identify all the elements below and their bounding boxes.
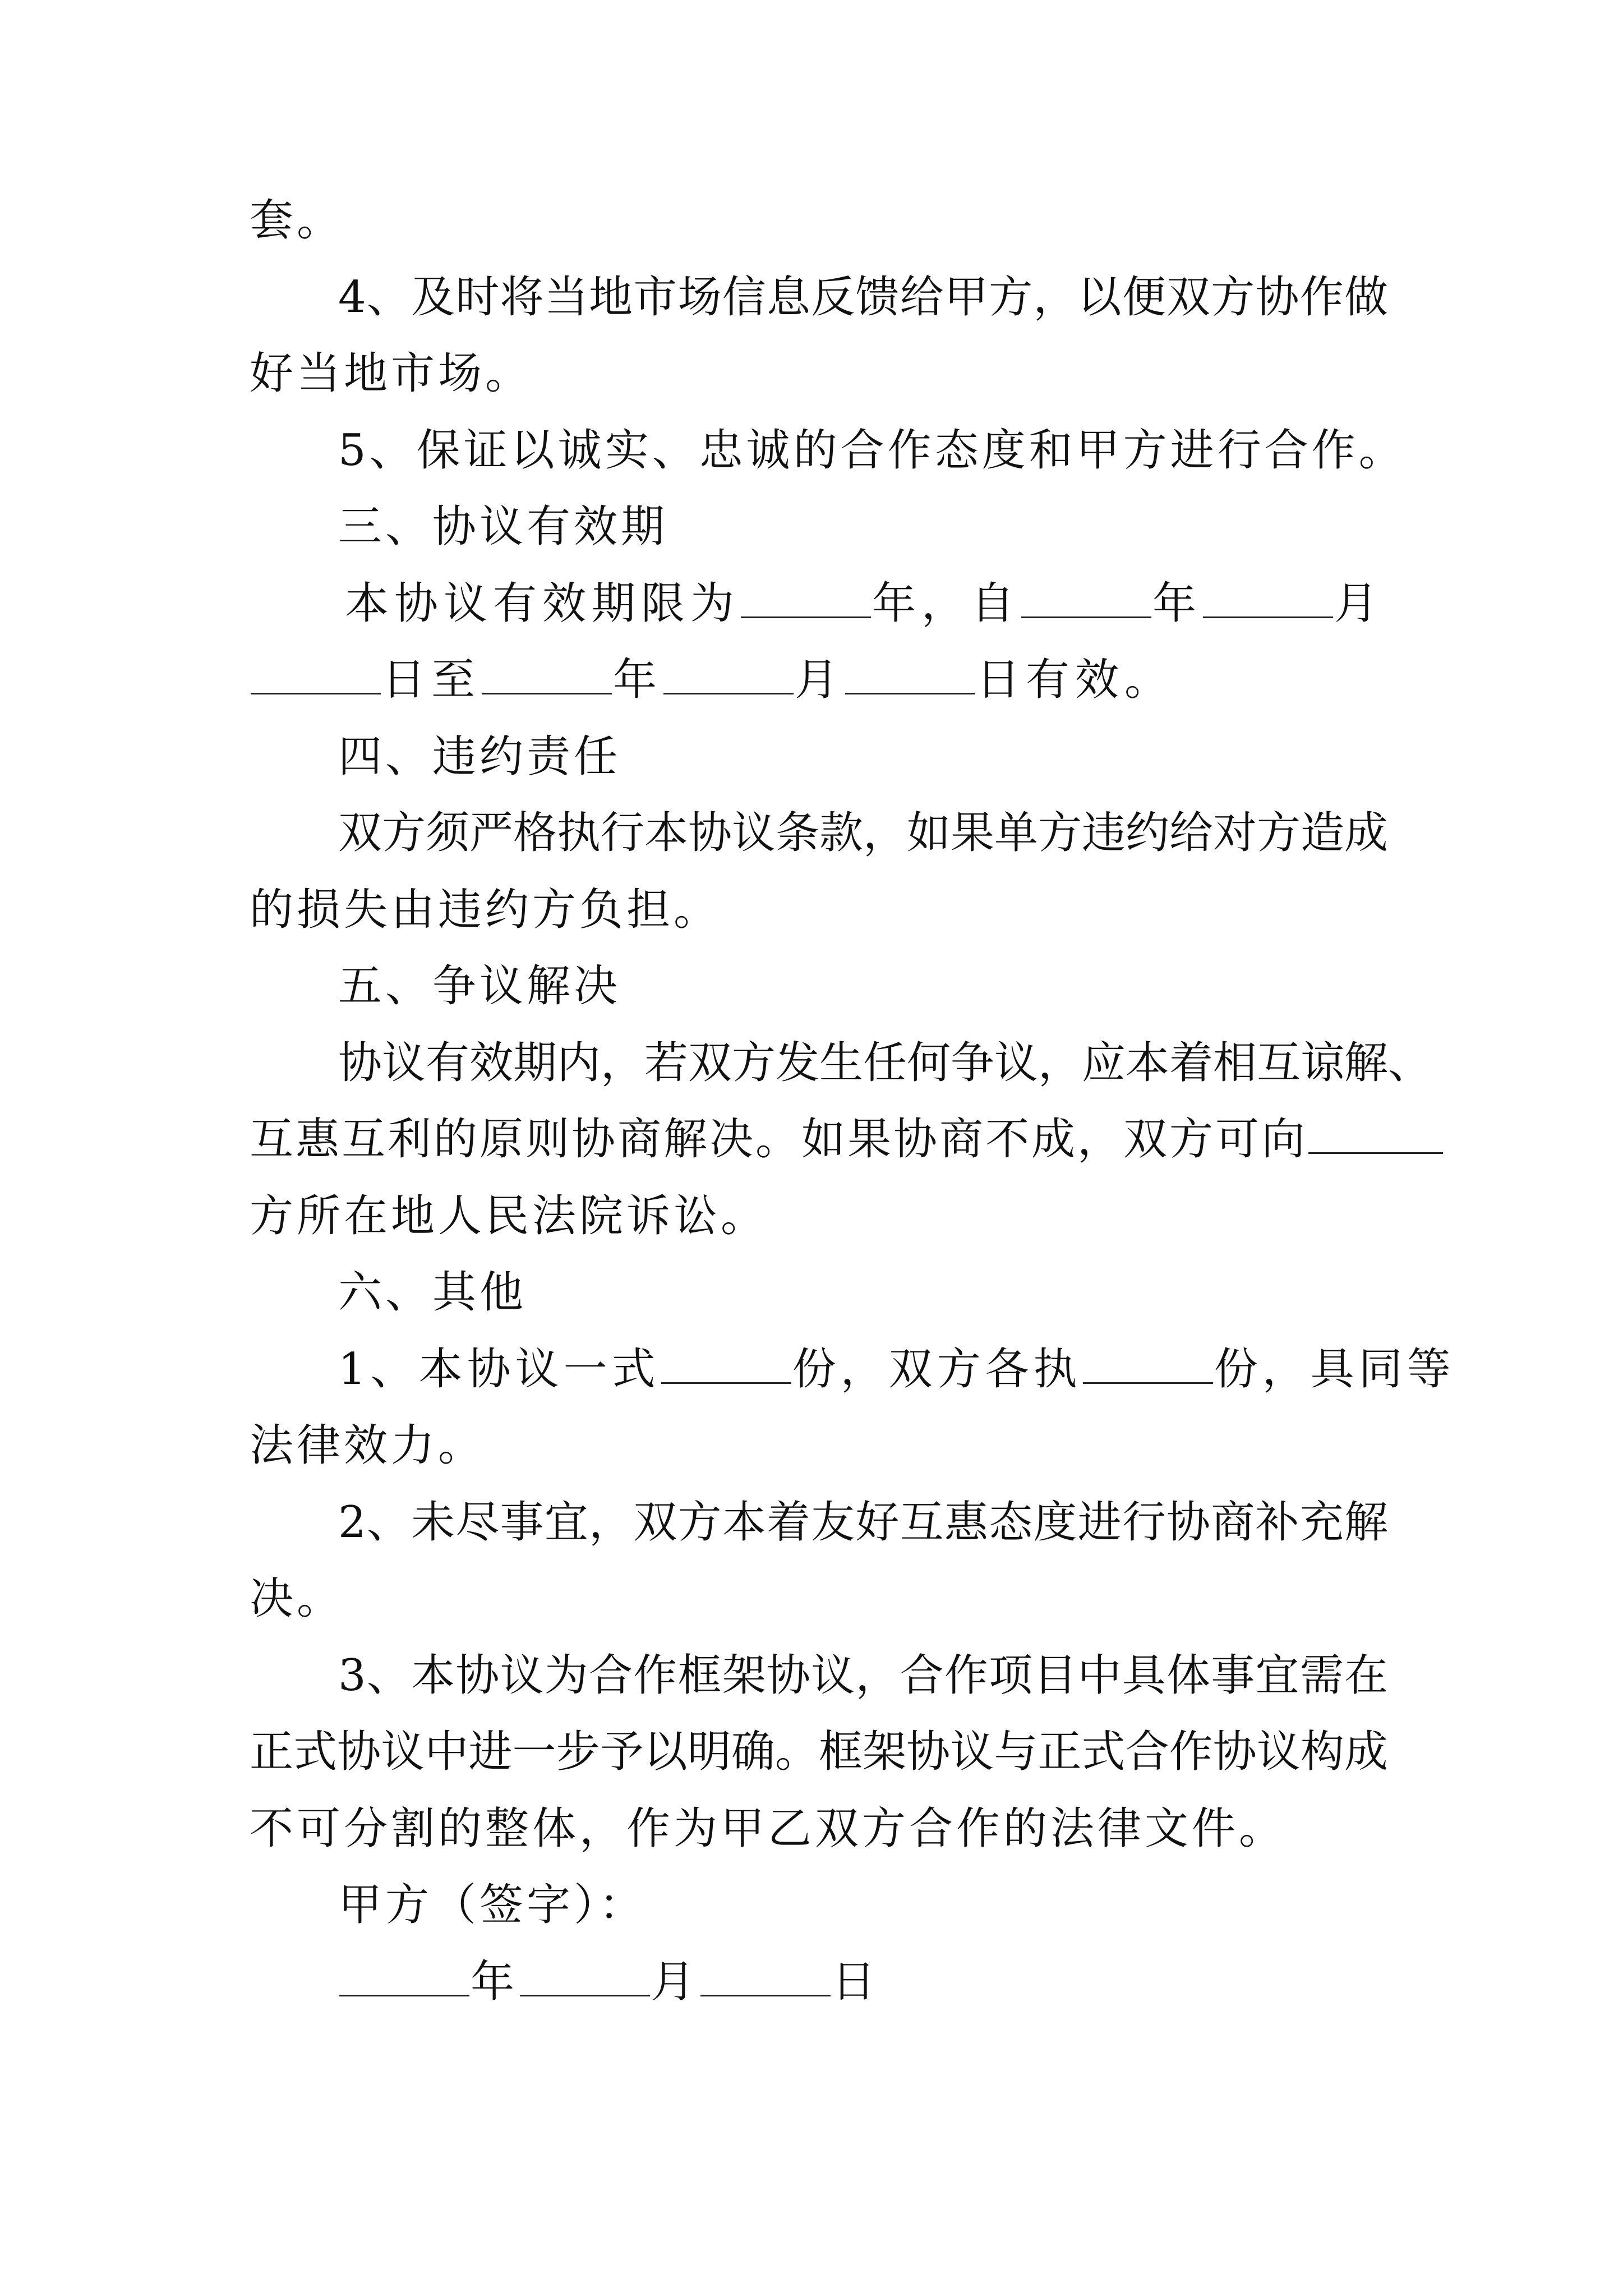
text-line: 双方须严格执行本协议条款，如果单方违约给对方造成 bbox=[338, 808, 1389, 858]
text-line: 3、本协议为合作框架协议，合作项目中具体事宜需在 bbox=[338, 1650, 1388, 1701]
blank-field[interactable] bbox=[482, 654, 612, 694]
copies-text: 份，具同等 bbox=[1214, 1344, 1455, 1395]
section-heading: 三、协议有效期 bbox=[338, 501, 668, 552]
term-text: 月 bbox=[1334, 578, 1384, 629]
blank-field[interactable] bbox=[1203, 577, 1333, 618]
text-line: 4、及时将当地市场信息反馈给甲方，以便双方协作做 bbox=[338, 272, 1388, 323]
signature-label: 甲方（签字）： bbox=[338, 1880, 647, 1930]
copies-line bbox=[338, 1342, 1455, 1396]
term-line bbox=[250, 653, 1174, 707]
blank-field[interactable] bbox=[845, 654, 975, 694]
blank-field[interactable] bbox=[663, 654, 794, 694]
term-text: 日至 bbox=[382, 655, 481, 705]
date-text: 年 bbox=[471, 1957, 519, 2007]
term-text: 年，自 bbox=[872, 578, 1021, 629]
text-line: 法律效力。 bbox=[250, 1420, 486, 1471]
term-text: 日有效。 bbox=[976, 655, 1174, 705]
blank-field[interactable] bbox=[520, 1955, 650, 1996]
text-line: 好当地市场。 bbox=[250, 348, 533, 399]
blank-field[interactable] bbox=[741, 577, 871, 618]
text-line: 方所在地人民法院诉讼。 bbox=[250, 1191, 768, 1241]
text-line: 2、未尽事宜，双方本着友好互惠态度进行协商补充解 bbox=[338, 1497, 1388, 1548]
blank-field[interactable] bbox=[700, 1955, 831, 1996]
text-line: 不可分割的整体，作为甲乙双方合作的法律文件。 bbox=[250, 1803, 1287, 1854]
blank-field[interactable] bbox=[339, 1955, 469, 1996]
blank-field[interactable] bbox=[1021, 577, 1151, 618]
text-line: 的损失由违约方负担。 bbox=[250, 885, 721, 935]
term-text: 月 bbox=[795, 655, 845, 705]
term-text: 本协议有效期限为 bbox=[345, 578, 740, 629]
date-text: 日 bbox=[832, 1957, 880, 2007]
section-heading: 四、违约责任 bbox=[338, 731, 621, 782]
term-line bbox=[345, 577, 1384, 631]
text-line: 正式协议中进一步予以明确。框架协议与正式合作协议构成 bbox=[250, 1727, 1388, 1777]
dispute-text: 互惠互利的原则协商解决。如果协商不成，双方可向 bbox=[250, 1114, 1308, 1165]
copies-text: 份，双方各执 bbox=[792, 1344, 1082, 1395]
term-text: 年 bbox=[613, 655, 663, 705]
dispute-line bbox=[250, 1112, 1444, 1166]
text-line: 决。 bbox=[250, 1573, 344, 1624]
date-text: 月 bbox=[651, 1957, 700, 2007]
sign-date-line bbox=[338, 1955, 880, 2009]
section-heading: 五、争议解决 bbox=[338, 961, 621, 1011]
text-line: 5、保证以诚实、忠诚的合作态度和甲方进行合作。 bbox=[338, 425, 1406, 476]
text-line: 套。 bbox=[250, 195, 344, 246]
copies-text: 1、本协议一式 bbox=[338, 1344, 660, 1395]
text-line: 协议有效期内，若双方发生任何争议，应本着相互谅解、 bbox=[338, 1038, 1432, 1088]
blank-field[interactable] bbox=[1308, 1113, 1443, 1154]
blank-field[interactable] bbox=[251, 654, 381, 694]
term-text: 年 bbox=[1152, 578, 1202, 629]
section-heading: 六、其他 bbox=[338, 1267, 527, 1318]
blank-field[interactable] bbox=[661, 1343, 791, 1384]
blank-field[interactable] bbox=[1083, 1343, 1213, 1384]
